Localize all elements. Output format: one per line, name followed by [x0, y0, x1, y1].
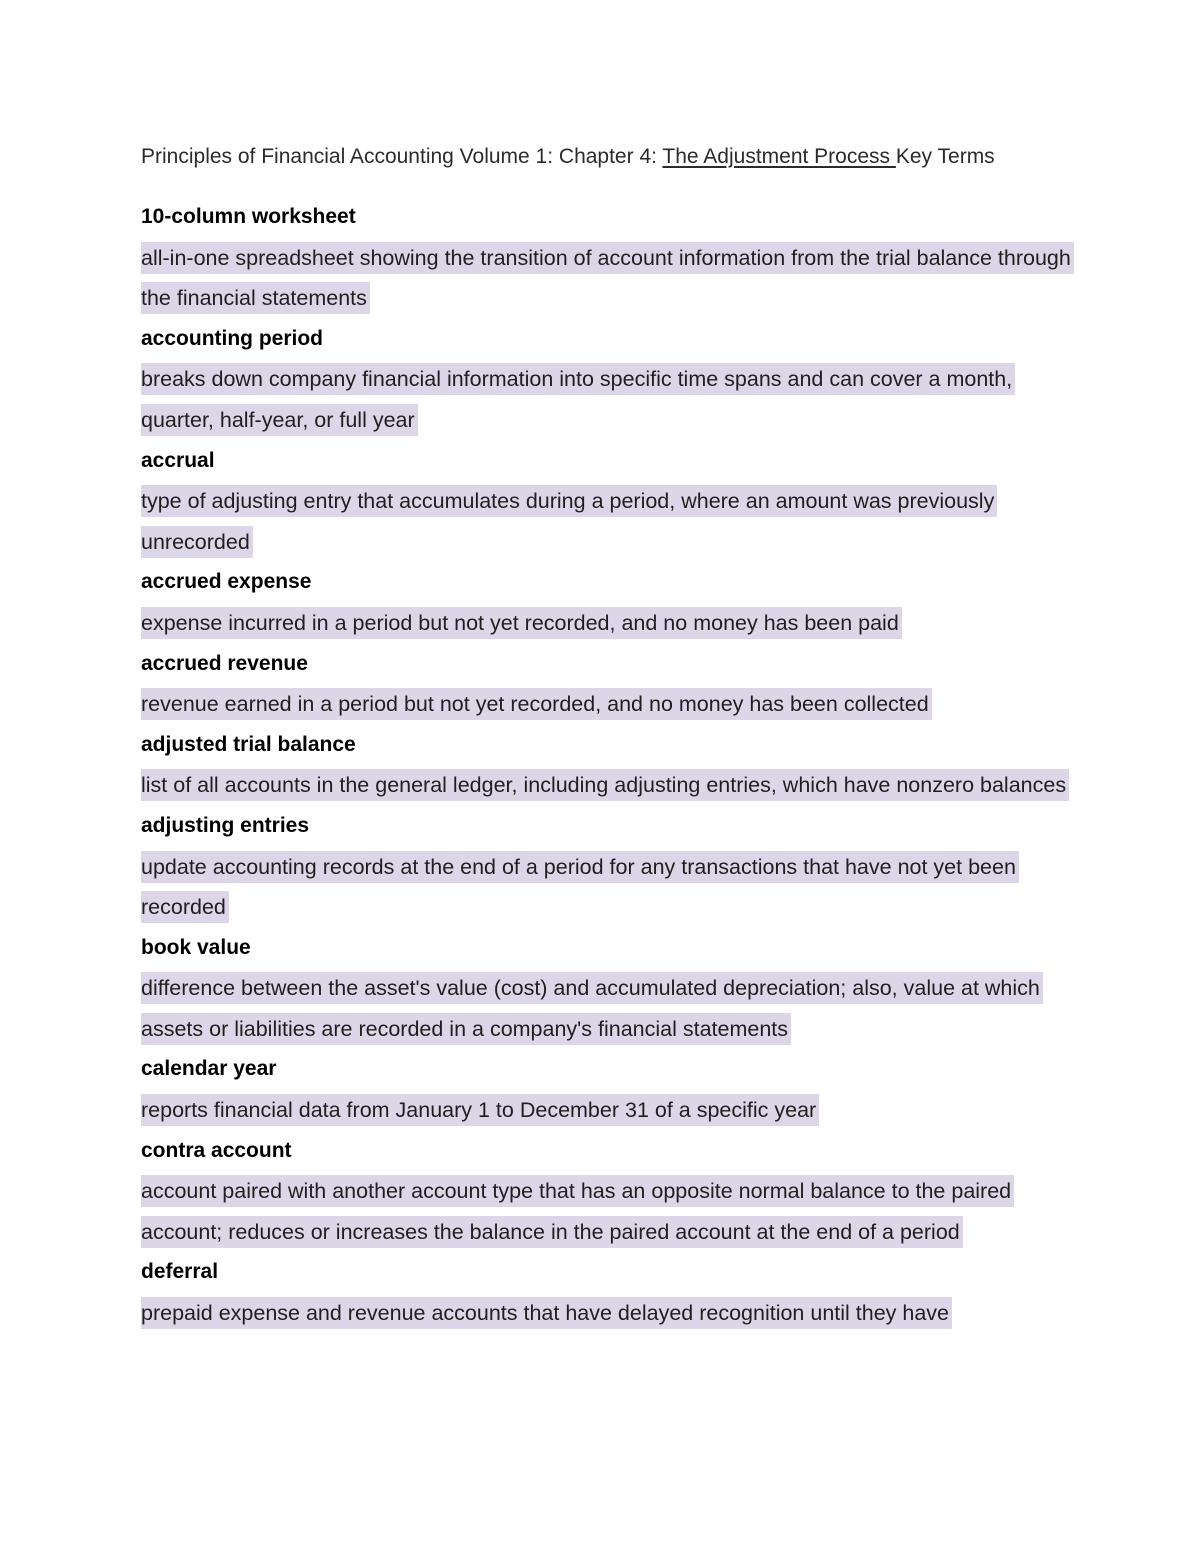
term-accounting-period: accounting period [141, 326, 324, 350]
highlighted-text: account paired with another account type that has an opposite normal balance to the paired account; reduces or increases the balance in the paired account at the end of a period [141, 1175, 1014, 1248]
definition-book-value [141, 968, 1071, 1049]
term-deferral: deferral [141, 1260, 219, 1284]
term-adjusted-trial-balance: adjusted trial balance [141, 732, 356, 756]
highlighted-text: update accounting records at the end of a period for any transactions that have not yet been recorded [141, 851, 1019, 924]
highlighted-text: list of all accounts in the general ledger, including adjusting entries, which have nonzero balances [141, 769, 1069, 801]
highlighted-text: breaks down company financial information into specific time spans and can cover a month, quarter, half-year, or full year [141, 363, 1015, 436]
title-suffix: Key Terms [895, 145, 995, 168]
chapter-link[interactable]: The Adjustment Process [662, 145, 896, 168]
term-accrual: accrual [141, 448, 215, 472]
highlighted-text: difference between the asset's value (cost) and accumulated depreciation; also, value at which assets or liabilities are recorded in a company's financial statements [141, 972, 1043, 1045]
term-contra-account: contra account [141, 1138, 292, 1162]
title-spacer [141, 177, 1071, 197]
definition-adjusted-trial-balance [141, 765, 1071, 806]
document-title [141, 137, 1071, 177]
key-terms-list [141, 197, 1071, 1334]
definition-deferral [141, 1293, 1071, 1334]
highlighted-text: expense incurred in a period but not yet recorded, and no money has been paid [141, 607, 902, 639]
term-10-column-worksheet: 10-column worksheet [141, 205, 356, 228]
definition-accrued-expense [141, 603, 1071, 644]
term-calendar-year: calendar year [141, 1057, 277, 1081]
highlighted-text: revenue earned in a period but not yet recorded, and no money has been collected [141, 688, 932, 720]
definition-contra-account [141, 1171, 1071, 1252]
definition-accounting-period [141, 359, 1071, 440]
definition-accrued-revenue [141, 684, 1071, 725]
term-adjusting-entries: adjusting entries [141, 813, 310, 837]
highlighted-text: all-in-one spreadsheet showing the transition of account information from the trial balance through the financial statements [141, 242, 1074, 315]
term-book-value: book value [141, 935, 251, 959]
title-prefix: Principles of Financial Accounting Volume 1: Chapter 4: [141, 145, 663, 168]
definition-10-column-worksheet [141, 238, 1071, 319]
definition-accrual [141, 481, 1071, 562]
highlighted-text: type of adjusting entry that accumulates during a period, where an amount was previously unrecorded [141, 485, 997, 558]
term-accrued-revenue: accrued revenue [141, 651, 308, 675]
document-page [141, 137, 1071, 1334]
highlighted-text: prepaid expense and revenue accounts that have delayed recognition until they have [141, 1297, 952, 1329]
term-accrued-expense: accrued expense [141, 570, 312, 594]
definition-calendar-year [141, 1090, 1071, 1131]
highlighted-text: reports financial data from January 1 to December 31 of a specific year [141, 1094, 819, 1126]
definition-adjusting-entries [141, 847, 1071, 928]
